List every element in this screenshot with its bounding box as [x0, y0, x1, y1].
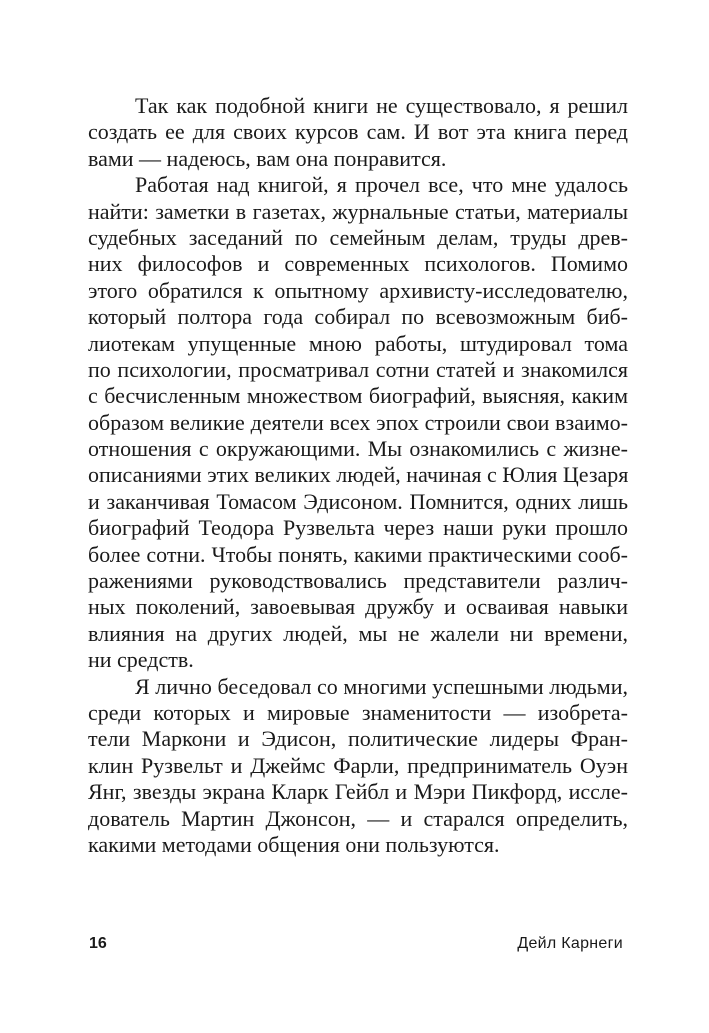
text-line: тели Маркони и Эдисон, политические лидеры Фран- [88, 726, 628, 752]
paragraph [88, 172, 628, 673]
text-line: найти: заметки в газетах, журнальные статьи, материалы [88, 198, 628, 224]
running-footer-author: Дейл Карнеги [517, 935, 623, 952]
text-line: клин Рузвельт и Джеймс Фарли, предприниматель Оуэн [88, 752, 628, 778]
text-line: Так как подобной книги не существовало, я решил [135, 93, 628, 118]
text-line: ных поколений, завоевывая дружбу и осваивая навыки [88, 594, 628, 620]
text-line: влияния на других людей, мы не жалели ни времени, [88, 620, 628, 646]
text-line: создать ее для своих курсов сам. И вот эта книга перед [88, 119, 628, 145]
text-line: судебных заседаний по семейным делам, труды древ- [88, 224, 628, 250]
text-line: более сотни. Чтобы понять, какими практическими сооб- [88, 541, 628, 567]
text-line: и заканчивая Томасом Эдисоном. Помнится, одних лишь [88, 488, 628, 514]
text-line: описаниями этих великих людей, начиная с Юлия Цезаря [88, 462, 629, 488]
page-number: 16 [89, 935, 107, 952]
text-line: какими методами общения они пользуются. [88, 831, 500, 857]
text-line: с бесчисленным множеством биографий, выясняя, каким [88, 383, 628, 409]
paragraph [88, 93, 628, 172]
text-line: образом великие деятели всех эпох строили свои взаимо- [88, 409, 628, 435]
text-line: ни средств. [88, 647, 194, 673]
text-line: по психологии, просматривал сотни статей и знакомился [88, 356, 628, 382]
text-line: отношения с окружающими. Мы ознакомились с жизне- [88, 436, 628, 462]
paragraph [88, 674, 628, 859]
text-line: Работая над книгой, я прочел все, что мне удалось [135, 172, 628, 198]
text-line: биографий Теодора Рузвельта через наши руки прошло [88, 515, 628, 541]
text-line: который полтора года собирал по всевозможным биб- [88, 304, 628, 330]
text-line: дователь Мартин Джонсон, — и старался определить, [88, 805, 628, 831]
text-line: лиотекам упущенные мною работы, штудировал тома [88, 330, 628, 356]
text-line: них философов и современных психологов. Помимо [88, 251, 628, 277]
text-line: этого обратился к опытному архивисту-исследователю, [88, 277, 628, 303]
body-text [88, 93, 628, 858]
text-line: вами — надеюсь, вам она понравится. [88, 145, 447, 171]
text-line: среди которых и мировые знаменитости — изобрета- [88, 699, 628, 725]
text-line: ражениями руководствовались представители различ- [88, 568, 628, 594]
text-line: Янг, звезды экрана Кларк Гейбл и Мэри Пикфорд, иссле- [88, 779, 628, 805]
text-line: Я лично беседовал со многими успешными людьми, [135, 673, 628, 699]
